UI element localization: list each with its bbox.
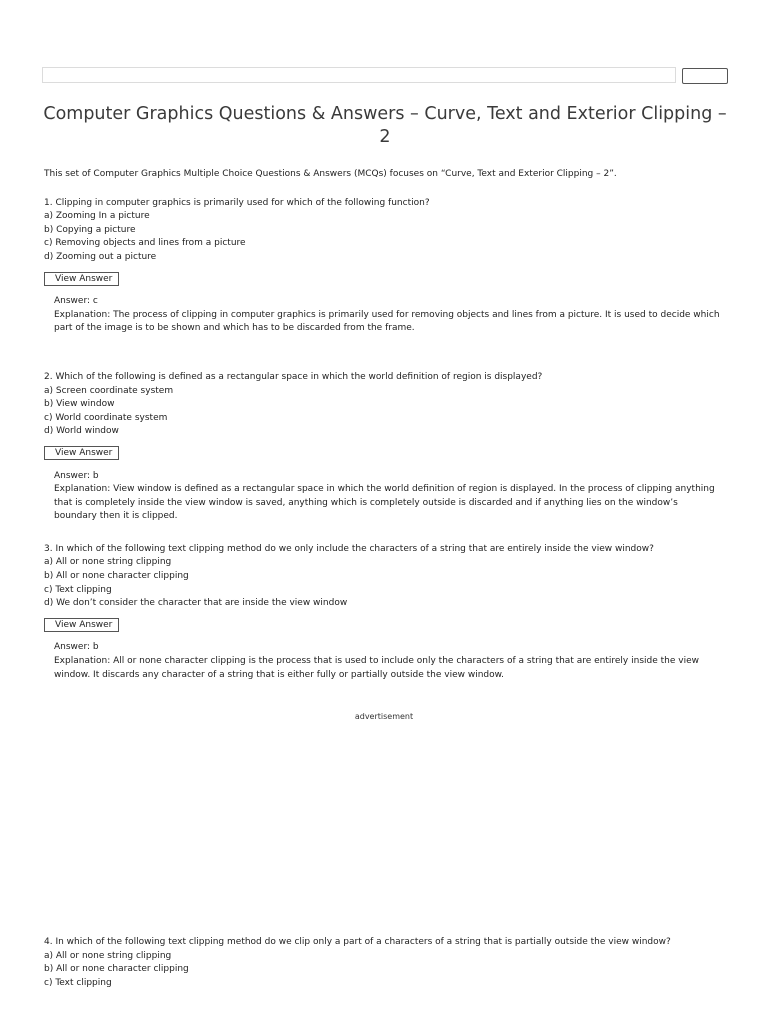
advertisement-label: advertisement (354, 712, 414, 721)
question-1 (44, 197, 734, 336)
option-c: c) Text clipping (44, 584, 112, 595)
search-button[interactable] (682, 68, 728, 84)
answer-line: Answer: b (54, 642, 99, 653)
intro-text: This set of Computer Graphics Multiple Choice Questions & Answers (MCQs) focuses on “Curve, Text and Exterior Clipping – 2”. (44, 169, 617, 179)
option-b: b) All or none character clipping (44, 571, 189, 582)
option-c: c) Text clipping (44, 977, 112, 988)
option-b: b) View window (44, 399, 115, 410)
view-answer-button-3[interactable]: View Answer (44, 618, 119, 632)
explanation-text: Explanation: View window is defined as a rectangular space in which the world definition of region is displayed. In the process of clipping anything that is completely inside the view window is saved, anything which is completely outside is discarded and if anything lies on the window’s boundary then it is clipped. (54, 484, 715, 522)
top-search-bar (42, 67, 728, 85)
option-a: a) All or none string clipping (44, 557, 172, 568)
search-input[interactable] (42, 67, 676, 83)
option-a: a) Zooming In a picture (44, 211, 150, 222)
view-answer-button-2[interactable]: View Answer (44, 446, 119, 460)
option-b: b) Copying a picture (44, 224, 136, 235)
option-a: a) Screen coordinate system (44, 385, 174, 396)
answer-block-2 (54, 470, 720, 524)
option-a: a) All or none string clipping (44, 950, 172, 961)
explanation-text: Explanation: The process of clipping in computer graphics is primarily used for removing objects and lines from a picture. It is used to decide which part of the image is to be shown and which has to be discarded from the frame. (54, 309, 720, 334)
option-b: b) All or none character clipping (44, 964, 189, 975)
question-3 (44, 543, 734, 682)
option-c: c) World coordinate system (44, 412, 168, 423)
option-d: d) World window (44, 426, 119, 437)
option-c: c) Removing objects and lines from a picture (44, 238, 246, 249)
view-answer-button-1[interactable]: View Answer (44, 272, 119, 286)
answer-line: Answer: b (54, 470, 99, 481)
question-text: 2. Which of the following is defined as a rectangular space in which the world definition of region is displayed? (44, 371, 543, 382)
explanation-text: Explanation: All or none character clipping is the process that is used to include only the characters of a string that are entirely inside the view window. It discards any character of a string that is either fully or partially outside the view window. (54, 656, 699, 680)
question-text: 4. In which of the following text clipping method do we clip only a part of a characters of a string that is partially outside the view window? (44, 937, 671, 947)
option-d: d) Zooming out a picture (44, 251, 157, 262)
answer-line: Answer: c (54, 296, 98, 307)
option-d: d) We don’t consider the character that are inside the view window (44, 598, 348, 609)
page-title: Computer Graphics Questions & Answers – Curve, Text and Exterior Clipping – 2 (43, 104, 727, 147)
question-4 (44, 936, 734, 990)
question-text: 3. In which of the following text clipping method do we only include the characters of a string that are entirely inside the view window? (44, 543, 654, 554)
question-text: 1. Clipping in computer graphics is primarily used for which of the following function? (44, 197, 430, 208)
article-content (44, 168, 734, 682)
question-2 (44, 371, 734, 524)
answer-block-3 (54, 641, 720, 682)
answer-block-1 (54, 295, 720, 336)
